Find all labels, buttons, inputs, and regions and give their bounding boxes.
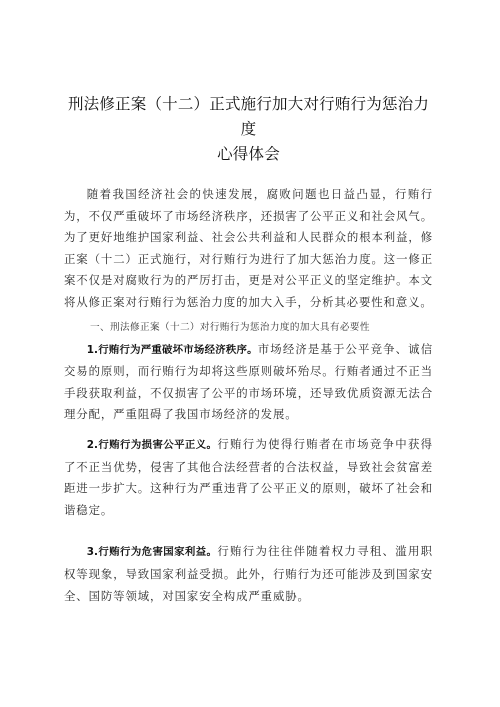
document-title [64, 0, 433, 167]
intro-paragraph: 随着我国经济社会的快速发展，腐败问题也日益凸显，行贿行为，不仅严重破坏了市场经济秩序，还损害了公平正义和社会风气。为了更好地维护国家利益、社会公共利益和人民群众的根本利益，修正案（十二）正式施行，对行贿行为进行了加大惩治力度。这一修正案不仅是对腐败行为的严厉打击，更是对公平正义的坚定维护。本文将从修正案对行贿行为惩治力度的加大入手，分析其必要性和意义。 [64, 187, 433, 309]
point-body-3: 行贿行为往往伴随着权力寻租、滥用职权等现象，导致国家利益受损。此外，行贿行为还可能涉及到国家安全、国防等领域，对国家安全构成严重威胁。 [64, 544, 433, 603]
point-lead-3: 3.行贿行为危害国家利益。 [86, 546, 218, 559]
point-paragraph-2 [64, 434, 433, 521]
section-heading: 一、刑法修正案（十二）对行贿行为惩治力度的加大具有必要性 [90, 321, 370, 333]
title-line-2: 心得体会 [217, 145, 280, 163]
point-body-1: 市场经济是基于公平竞争、诚信交易的原则，而行贿行为却将这些原则破坏殆尽。行贿者通过不正当手段获取利益，不仅损害了公平的市场环境，还导致优质资源无法合理分配，严重阻碍了我国市场经济的发展。 [64, 341, 433, 422]
point-body-2: 行贿行为使得行贿者在市场竞争中获得了不正当优势，侵害了其他合法经营者的合法权益，导致社会贫富差距进一步扩大。这种行为严重违背了公平正义的原则，破坏了社会和谐稳定。 [64, 436, 433, 517]
point-paragraph-3 [64, 541, 433, 607]
point-lead-1: 1.行贿行为严重破坏市场经济秩序。 [86, 343, 258, 356]
point-paragraph-1 [64, 339, 433, 426]
point-lead-2: 2.行贿行为损害公平正义。 [86, 438, 218, 451]
title-line-1: 刑法修正案（十二）正式施行加大对行贿行为惩治力度 [67, 95, 430, 138]
